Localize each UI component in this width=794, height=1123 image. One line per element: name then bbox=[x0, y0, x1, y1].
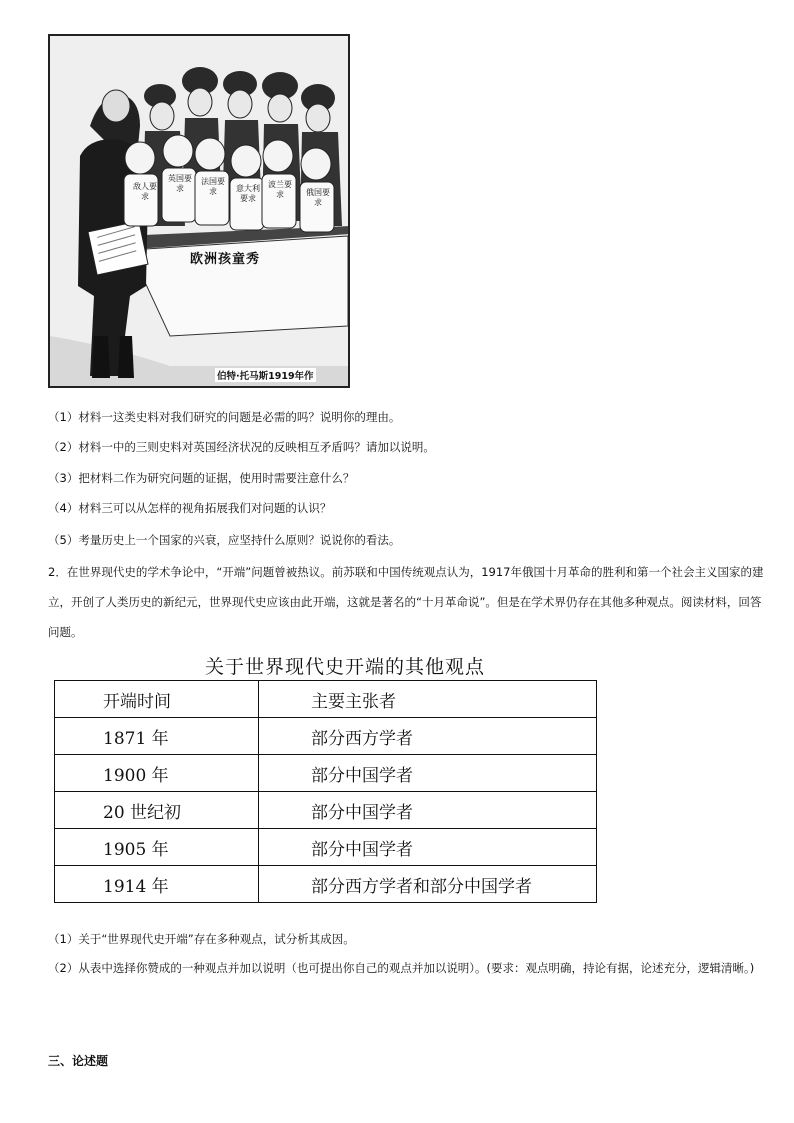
table-cell: 部分中国学者 bbox=[259, 829, 597, 866]
table-row bbox=[55, 792, 597, 829]
question-1-1: （1）材料一这类史料对我们研究的问题是必需的吗？说明你的理由。 bbox=[48, 410, 401, 424]
question-1-3: （3）把材料二作为研究问题的证据，使用时需要注意什么？ bbox=[48, 471, 355, 485]
question-2-sub-1: （1）关于“世界现代史开端”存在多种观点，试分析其成因。 bbox=[48, 932, 355, 946]
table-cell: 部分西方学者 bbox=[259, 718, 597, 755]
table-cell: 1900 年 bbox=[55, 755, 259, 792]
table-row bbox=[55, 718, 597, 755]
question-1-4: （4）材料三可以从怎样的视角拓展我们对问题的认识？ bbox=[48, 501, 332, 515]
question-1-2: （2）材料一中的三则史料对英国经济状况的反映相互矛盾吗？请加以说明。 bbox=[48, 440, 435, 454]
table-cell: 20 世纪初 bbox=[55, 792, 259, 829]
views-table bbox=[54, 680, 597, 903]
table-header-cell: 开端时间 bbox=[55, 681, 259, 718]
table-cell: 1914 年 bbox=[55, 866, 259, 903]
table-title: 关于世界现代史开端的其他观点 bbox=[205, 656, 486, 678]
table-cell: 部分中国学者 bbox=[259, 755, 597, 792]
cartoon-image bbox=[48, 34, 350, 388]
section-title: 三、论述题 bbox=[48, 1054, 109, 1068]
table-row bbox=[55, 866, 597, 903]
question-1-5: （5）考量历史上一个国家的兴衰，应坚持什么原则？说说你的看法。 bbox=[48, 533, 401, 547]
question-2-sub-2: （2）从表中选择你赞成的一种观点并加以说明（也可提出你自己的观点并加以说明）。(要求：观点明确，持论有据，论述充分，逻辑清晰。) bbox=[48, 961, 755, 975]
table-cell: 部分中国学者 bbox=[259, 792, 597, 829]
table-cell: 1905 年 bbox=[55, 829, 259, 866]
table-row bbox=[55, 829, 597, 866]
cartoon-drawing bbox=[50, 36, 348, 386]
baby-label: 英国要求 bbox=[168, 174, 192, 193]
baby-label: 法国要求 bbox=[201, 177, 225, 196]
baby-label: 敌人要求 bbox=[133, 182, 157, 201]
question-2-intro: 2．在世界现代史的学术争论中，“开端”问题曾被热议。前苏联和中国传统观点认为，1917年俄国十月革命的胜利和第一个社会主义国家的建立，开创了人类历史的新纪元，世界现代史应该由此开端，这就是著名的“十月革命说”。但是在学术界仍存在其他多种观点。阅读材料，回答问题。 bbox=[48, 565, 764, 639]
cartoon-caption: 欧洲孩童秀 bbox=[190, 252, 261, 267]
table-row bbox=[55, 755, 597, 792]
baby-label: 意大利要求 bbox=[236, 184, 260, 203]
table-cell: 1871 年 bbox=[55, 718, 259, 755]
table-header-row bbox=[55, 681, 597, 718]
baby-label: 波兰要求 bbox=[268, 180, 292, 199]
baby-label: 俄国要求 bbox=[306, 188, 330, 207]
cartoon-signature: 伯特·托马斯1919年作 bbox=[215, 368, 316, 382]
table-header-cell: 主要主张者 bbox=[259, 681, 597, 718]
table-cell: 部分西方学者和部分中国学者 bbox=[259, 866, 597, 903]
